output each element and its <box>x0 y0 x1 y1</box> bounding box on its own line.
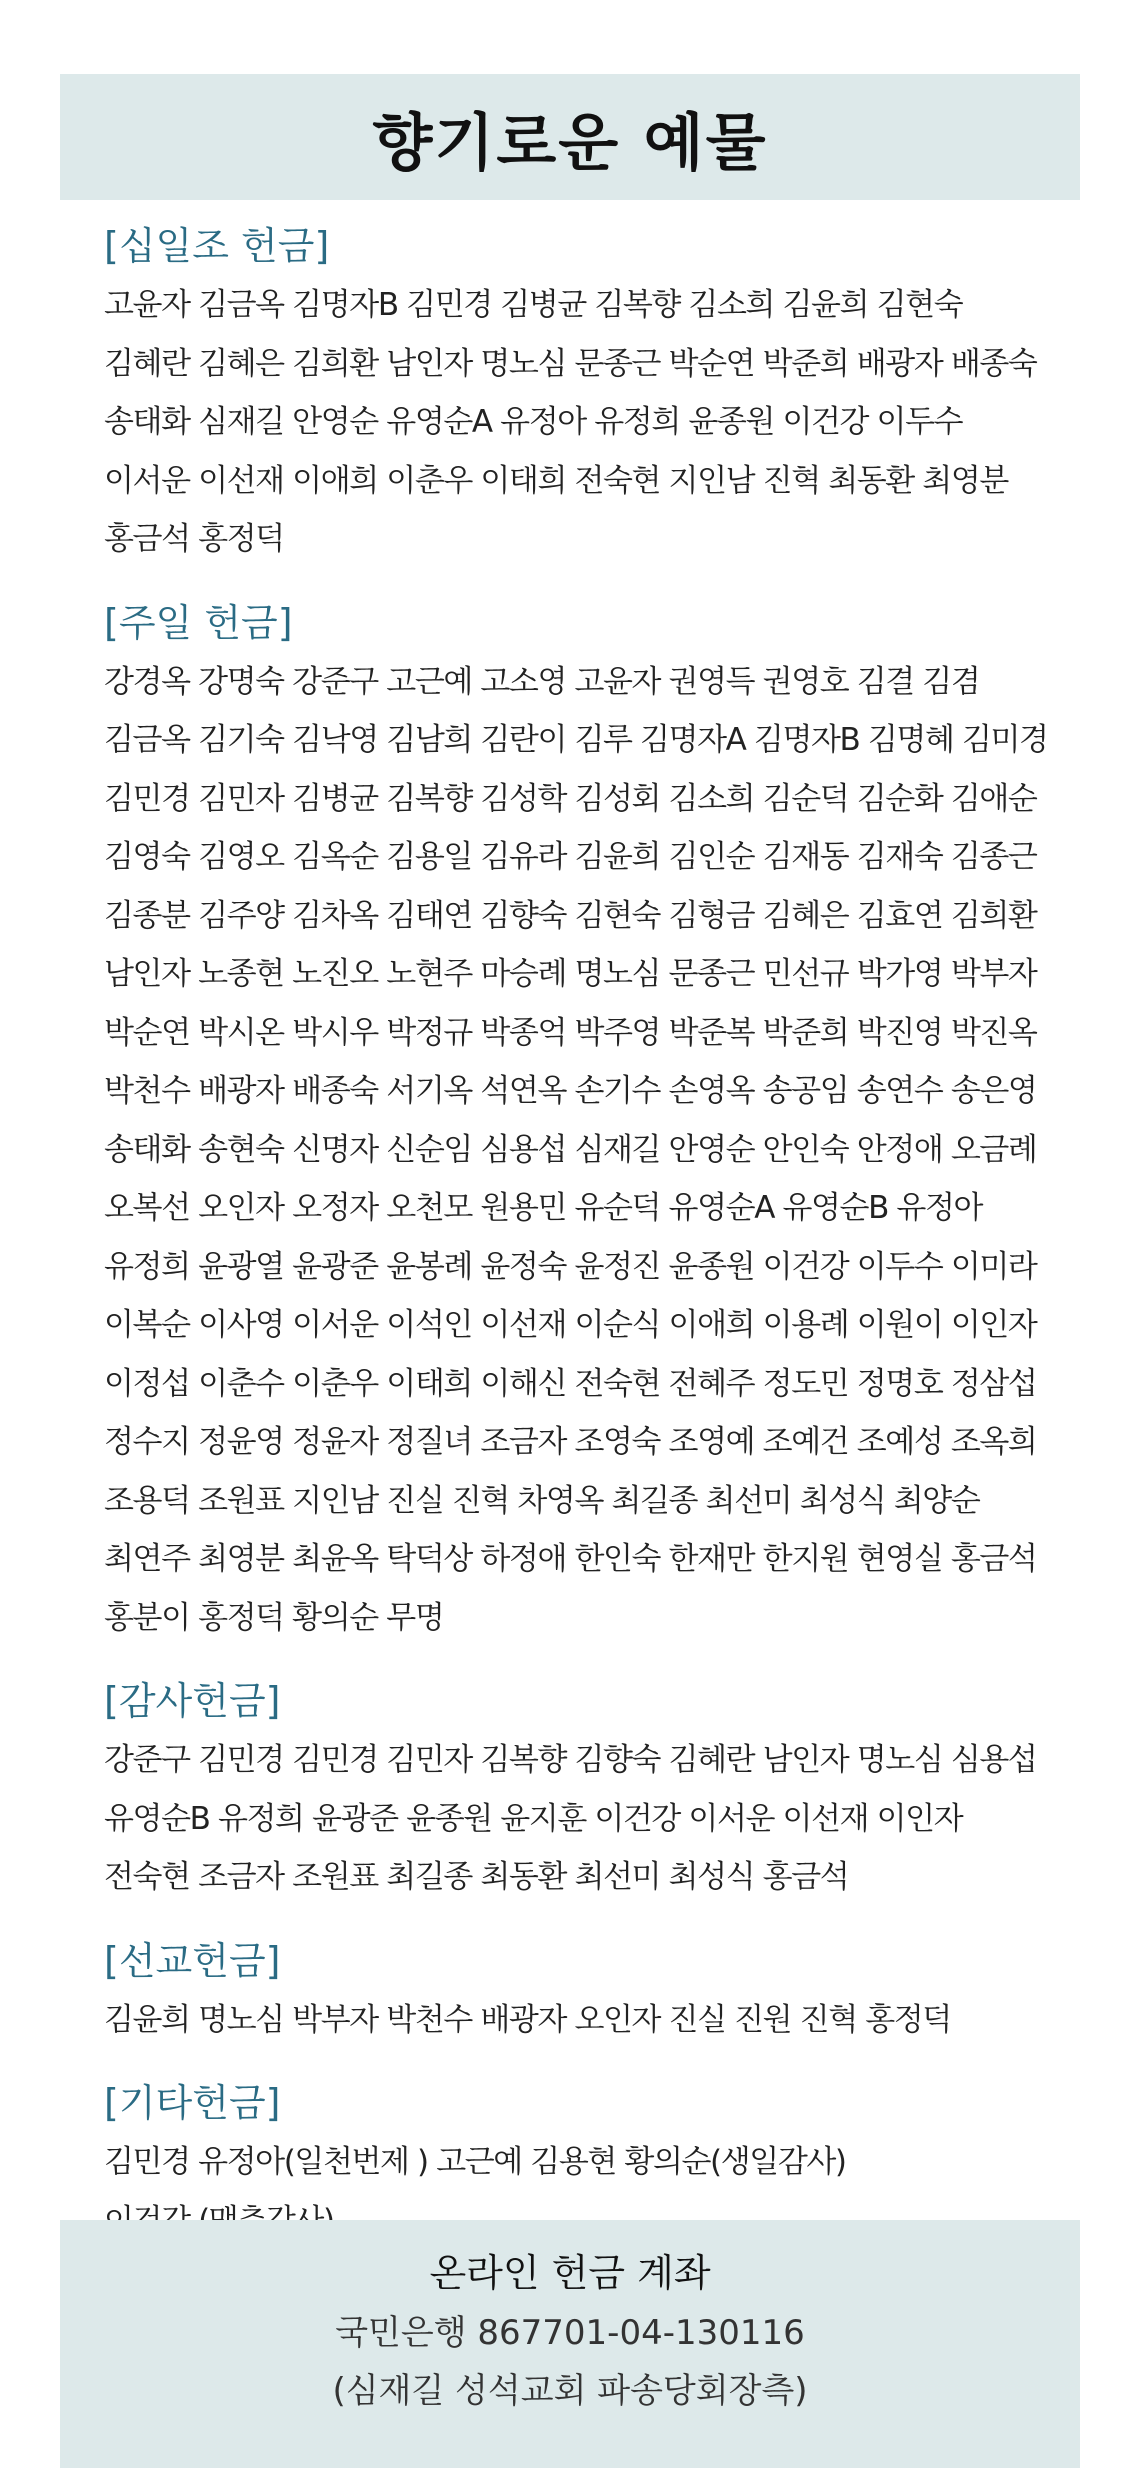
donor-name-line: 이서운 이선재 이애희 이춘우 이태희 전숙현 지인남 진혁 최동환 최영분 <box>104 462 1008 499</box>
donor-name-line: 김영숙 김영오 김옥순 김용일 김유라 김윤희 김인순 김재동 김재숙 김종근 <box>104 839 1037 875</box>
section-heading: [주일 헌금] <box>104 600 293 645</box>
donor-name-line: 유정희 윤광열 윤광준 윤봉례 윤정숙 윤정진 윤종원 이건강 이두수 이미라 <box>104 1248 1037 1285</box>
donor-name-line: 강경옥 강명숙 강준구 고근예 고소영 고윤자 권영득 권영호 김결 김겸 <box>104 663 980 700</box>
section-heading: [기타헌금] <box>104 2081 281 2125</box>
donor-name-line: 김종분 김주양 김차옥 김태연 김향숙 김현숙 김형금 김혜은 김효연 김희환 <box>104 897 1037 934</box>
section-heading: [선교헌금] <box>104 1938 281 1983</box>
offering-section <box>104 1931 1064 2050</box>
donor-names <box>104 276 1064 569</box>
donor-name-line: 송태화 심재길 안영순 유영순A 유정아 유정희 윤종원 이건강 이두수 <box>104 404 963 440</box>
donor-name-line: 송태화 송현숙 신명자 신순임 심용섭 심재길 안영순 안인숙 안정애 오금례 <box>104 1131 1037 1168</box>
donor-name-line: 최연주 최영분 최윤옥 탁덕상 하정애 한인숙 한재만 한지원 현영실 홍금석 <box>104 1541 1037 1577</box>
donor-name-line: 김민경 유정아(일천번제 ) 고근예 김용현 황의순(생일감사) <box>104 2144 846 2180</box>
donor-name-line: 이정섭 이춘수 이춘우 이태희 이해신 전숙현 전혜주 정도민 정명호 정삼섭 <box>104 1365 1037 1402</box>
donor-name-line: 김민경 김민자 김병균 김복향 김성학 김성회 김소희 김순덕 김순화 김애순 <box>104 780 1037 817</box>
donor-name-line: 이복순 이사영 이서운 이석인 이선재 이순식 이애희 이용례 이원이 이인자 <box>104 1307 1037 1343</box>
donor-name-line: 홍분이 홍정덕 황의순 무명 <box>104 1599 444 1636</box>
bank-account-number: 국민은행 867701-04-130116 <box>335 2313 805 2353</box>
page-title: 향기로운 예물 <box>372 105 768 179</box>
donor-names <box>104 653 1064 1648</box>
section-heading: [감사헌금] <box>104 1679 281 1723</box>
offering-section <box>104 593 1064 1648</box>
online-account-box <box>60 2220 1080 2468</box>
donor-names <box>104 1731 1064 1907</box>
donor-name-line: 김윤희 명노심 박부자 박천수 배광자 오인자 진실 진원 진혁 홍정덕 <box>104 2001 951 2038</box>
donor-name-line: 박천수 배광자 배종숙 서기옥 석연옥 손기수 손영옥 송공임 송연수 송은영 <box>104 1073 1037 1109</box>
offering-list <box>104 216 1064 2274</box>
title-banner <box>60 74 1080 200</box>
account-holder: (심재길 성석교회 파송당회장측) <box>332 2371 808 2411</box>
donor-name-line: 유영순B 유정희 윤광준 윤종원 윤지훈 이건강 이서운 이선재 이인자 <box>104 1800 963 1837</box>
donor-name-line: 전숙현 조금자 조원표 최길종 최동환 최선미 최성식 홍금석 <box>104 1859 849 1895</box>
section-heading: [십일조 헌금] <box>104 224 330 268</box>
donor-name-line: 정수지 정윤영 정윤자 정질녀 조금자 조영숙 조영예 조예건 조예성 조옥희 <box>104 1424 1037 1460</box>
donor-name-line: 홍금석 홍정덕 <box>104 521 284 557</box>
offering-section <box>104 1671 1064 1907</box>
donor-name-line: 남인자 노종현 노진오 노현주 마승례 명노심 문종근 민선규 박가영 박부자 <box>104 956 1037 992</box>
offering-section <box>104 216 1064 569</box>
donor-name-line: 오복선 오인자 오정자 오천모 원용민 유순덕 유영순A 유영순B 유정아 <box>104 1190 983 1226</box>
donor-name-line: 조용덕 조원표 지인남 진실 진혁 차영옥 최길종 최선미 최성식 최양순 <box>104 1482 980 1519</box>
donor-name-line: 강준구 김민경 김민경 김민자 김복향 김향숙 김혜란 남인자 명노심 심용섭 <box>104 1742 1037 1778</box>
donor-names <box>104 1991 1064 2050</box>
account-box-title: 온라인 헌금 계좌 <box>429 2251 711 2295</box>
donor-name-line: 김금옥 김기숙 김낙영 김남희 김란이 김루 김명자A 김명자B 김명혜 김미경 <box>104 722 1048 758</box>
donor-name-line: 고윤자 김금옥 김명자B 김민경 김병균 김복향 김소희 김윤희 김현숙 <box>104 287 963 323</box>
donor-name-line: 김혜란 김혜은 김희환 남인자 명노심 문종근 박순연 박준희 배광자 배종숙 <box>104 345 1037 382</box>
donor-name-line: 박순연 박시온 박시우 박정규 박종억 박주영 박준복 박준희 박진영 박진옥 <box>104 1014 1037 1051</box>
